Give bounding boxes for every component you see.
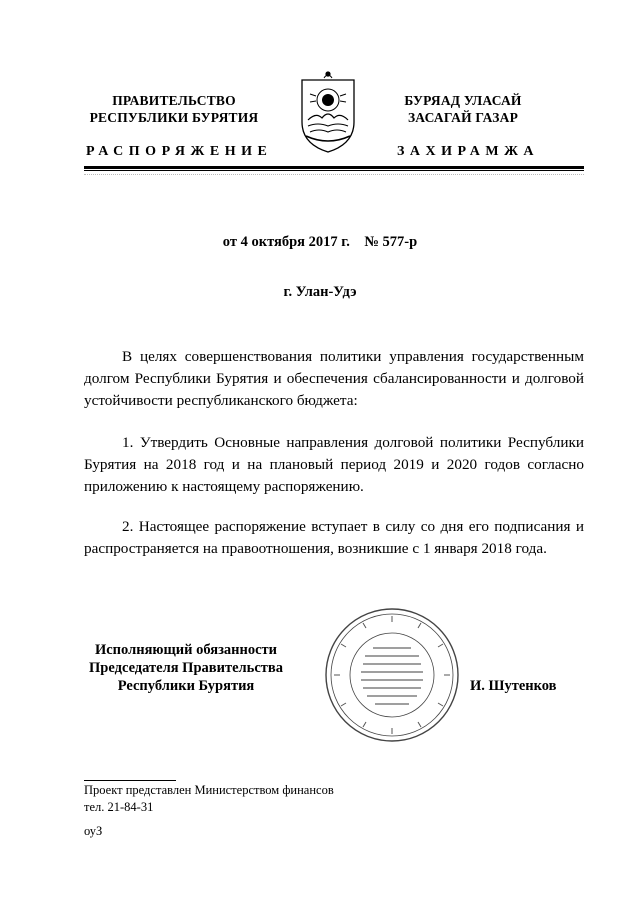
government-name-ru-line1: ПРАВИТЕЛЬСТВО — [112, 93, 236, 108]
official-stamp-icon — [323, 606, 461, 744]
government-name-bua-line1: БУРЯАД УЛАСАЙ — [404, 93, 522, 108]
doc-kind-bua: ЗАХИРАМЖА — [397, 144, 540, 159]
footer-rule — [84, 780, 176, 781]
header-rule-thin — [84, 170, 584, 171]
header-right-block — [388, 92, 538, 126]
signatory-title-line3: Республики Бурятия — [117, 678, 255, 694]
signatory-name: И. Шутенков — [470, 678, 557, 694]
preamble-text: В целях совершенствования политики управления государственным долгом Республики Бурятия и обеспечения сбалансированности и долговой устойчивости республиканского бюджета: — [84, 348, 584, 409]
signatory-title-line1: Исполняющий обязанности — [94, 642, 278, 658]
signatory-title-line2: Председателя Правительства — [89, 660, 283, 676]
project-note: Проект представлен Министерством финансов — [84, 783, 334, 797]
item1-text: 1. Утвердить Основные направления долговой политики Республики Бурятия на 2018 год и на плановый период 2019 и 2020 годов согласно приложению к настоящему распоряжению. — [84, 434, 584, 495]
doc-kind-ru: РАСПОРЯЖЕНИЕ — [86, 144, 273, 159]
document-code: оуЗ — [84, 824, 103, 838]
item2-text: 2. Настоящее распоряжение вступает в силу со дня его подписания и распространяется на правоотношения, возникшие с 1 января 2018 года. — [84, 518, 584, 557]
contact-phone: тел. 21-84-31 — [84, 800, 154, 814]
government-name-ru-line2: РЕСПУБЛИКИ БУРЯТИЯ — [89, 110, 259, 125]
date-number-line: от 4 октября 2017 г. № 577-р — [222, 234, 418, 250]
city-line: г. Улан-Удэ — [283, 284, 357, 300]
header-left-block — [84, 92, 264, 126]
item2-paragraph — [84, 516, 584, 560]
item1-paragraph — [84, 432, 584, 498]
header-dotted-line — [84, 174, 584, 181]
coat-of-arms-icon — [296, 70, 360, 154]
preamble-paragraph — [84, 346, 584, 412]
header-rule-thick — [84, 166, 584, 169]
government-name-bua-line2: ЗАСАГАЙ ГАЗАР — [407, 110, 519, 125]
signatory-title — [76, 641, 296, 695]
